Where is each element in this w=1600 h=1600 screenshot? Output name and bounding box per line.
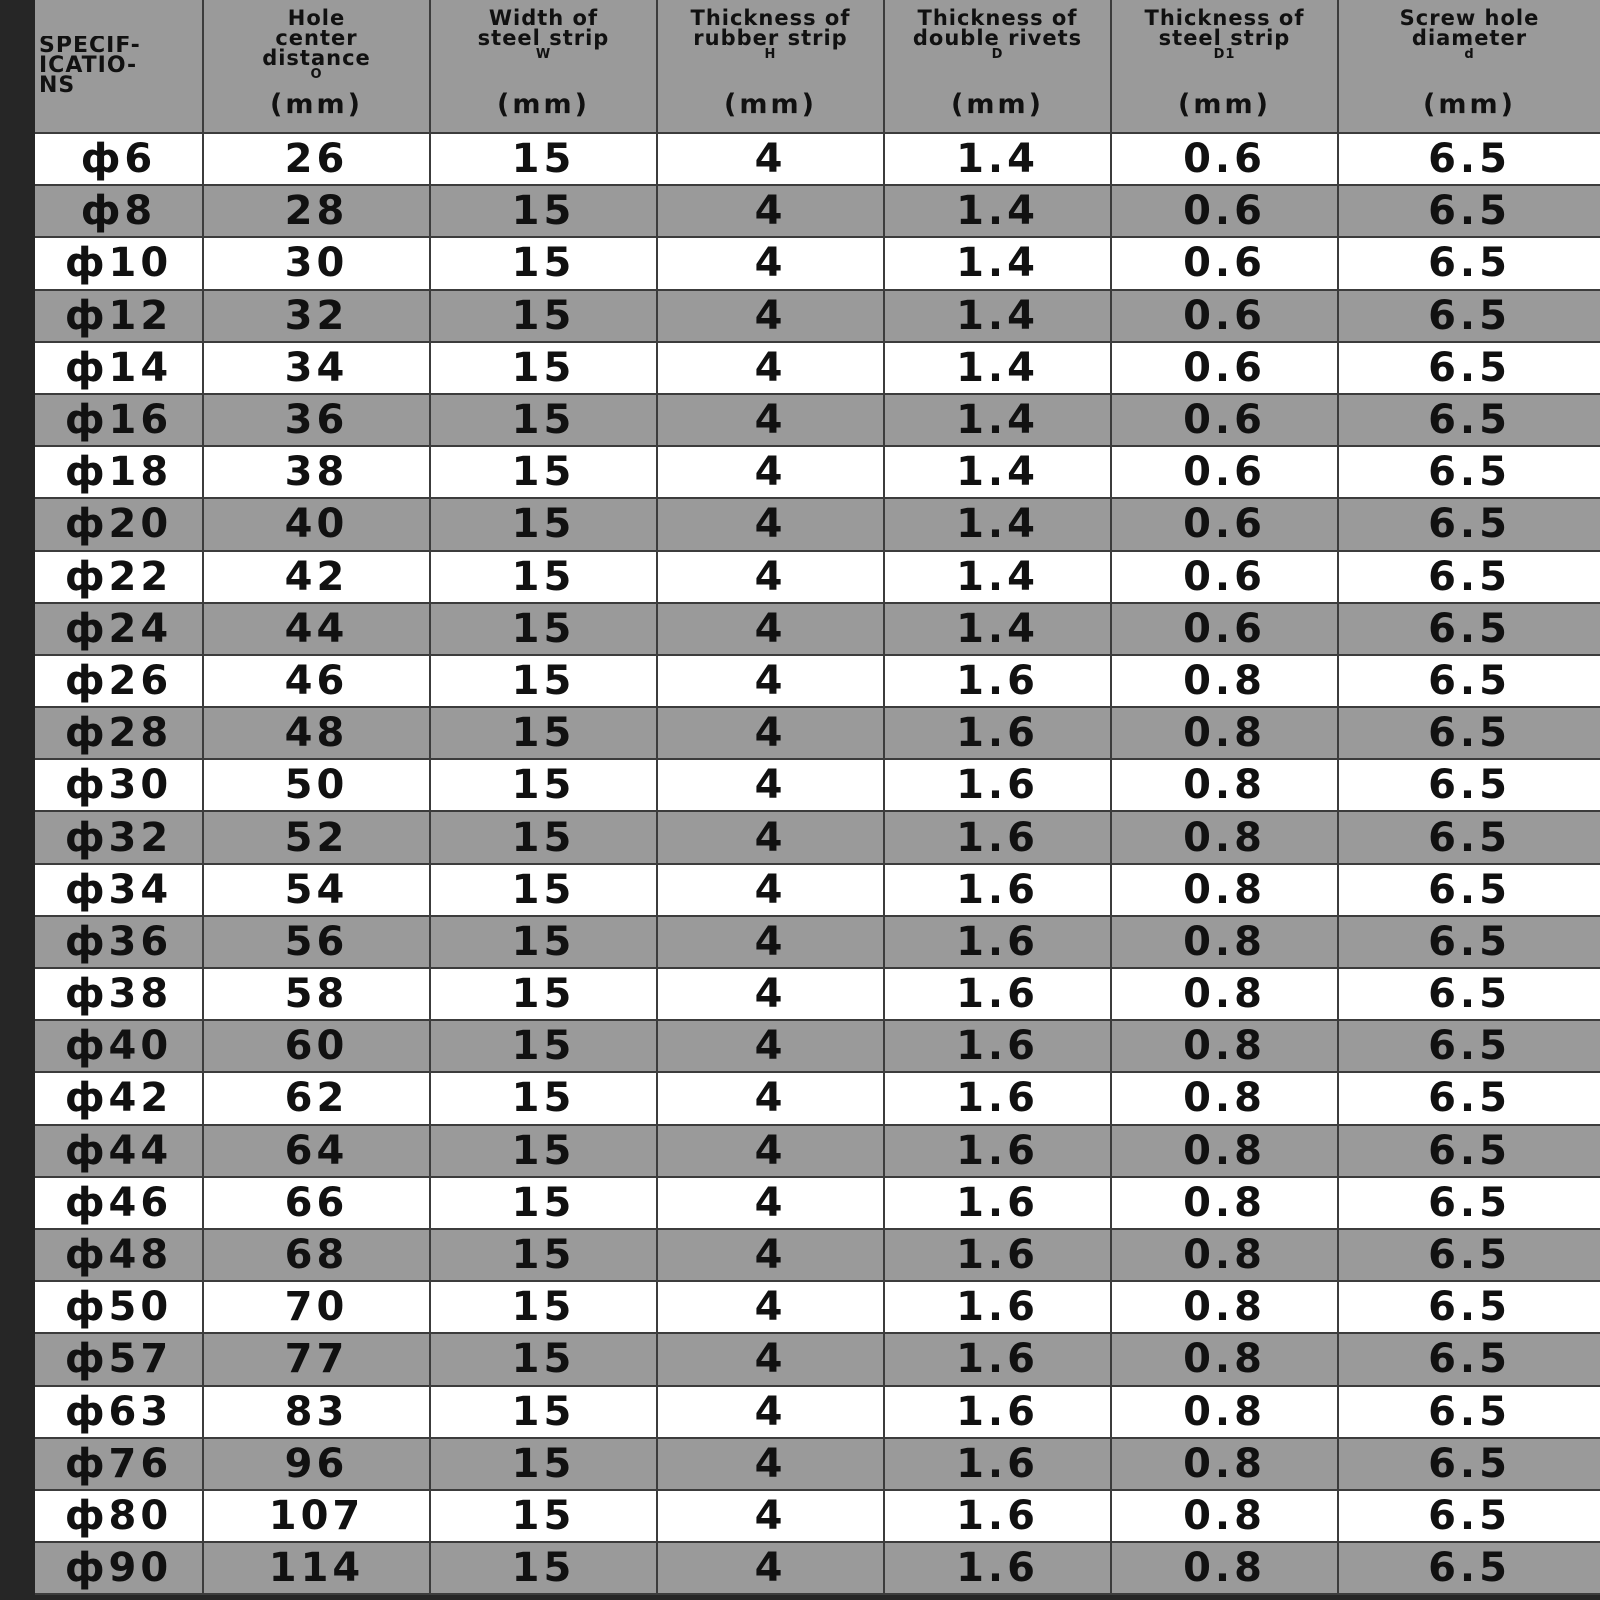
column-header-screw-hole-diameter	[1338, 0, 1600, 133]
hole-center-distance-cell: 28	[203, 185, 430, 237]
double-rivets-thickness-cell: 1.6	[884, 1333, 1111, 1385]
rubber-strip-thickness-cell: 4	[657, 1542, 884, 1594]
spec-cell: ф16	[35, 394, 203, 446]
rubber-strip-thickness-cell: 4	[657, 290, 884, 342]
double-rivets-thickness-cell: 1.4	[884, 498, 1111, 550]
header-symbol: D	[991, 47, 1004, 62]
screw-hole-diameter-cell: 6.5	[1338, 916, 1600, 968]
table-row	[35, 394, 1600, 446]
specification-table	[35, 0, 1600, 1595]
rubber-strip-thickness-cell: 4	[657, 1125, 884, 1177]
rubber-strip-thickness-cell: 4	[657, 1072, 884, 1124]
screw-hole-diameter-cell: 6.5	[1338, 811, 1600, 863]
rubber-strip-thickness-cell: 4	[657, 655, 884, 707]
steel-strip-thickness-cell: 0.8	[1111, 1177, 1338, 1229]
header-unit: (mm)	[497, 89, 590, 120]
table-row	[35, 655, 1600, 707]
table-row	[35, 1386, 1600, 1438]
steel-strip-thickness-cell: 0.6	[1111, 342, 1338, 394]
rubber-strip-thickness-cell: 4	[657, 1020, 884, 1072]
header-unit: (mm)	[270, 89, 363, 120]
double-rivets-thickness-cell: 1.6	[884, 1229, 1111, 1281]
table-row	[35, 968, 1600, 1020]
steel-strip-width-cell: 15	[430, 1020, 657, 1072]
steel-strip-thickness-cell: 0.6	[1111, 498, 1338, 550]
steel-strip-thickness-cell: 0.6	[1111, 551, 1338, 603]
table-row	[35, 1020, 1600, 1072]
steel-strip-width-cell: 15	[430, 446, 657, 498]
screw-hole-diameter-cell: 6.5	[1338, 707, 1600, 759]
spec-cell: ф42	[35, 1072, 203, 1124]
spec-cell: ф44	[35, 1125, 203, 1177]
hole-center-distance-cell: 70	[203, 1281, 430, 1333]
hole-center-distance-cell: 114	[203, 1542, 430, 1594]
steel-strip-thickness-cell: 0.6	[1111, 394, 1338, 446]
screw-hole-diameter-cell: 6.5	[1338, 759, 1600, 811]
rubber-strip-thickness-cell: 4	[657, 1386, 884, 1438]
steel-strip-thickness-cell: 0.6	[1111, 133, 1338, 185]
steel-strip-width-cell: 15	[430, 237, 657, 289]
table-row	[35, 1177, 1600, 1229]
steel-strip-width-cell: 15	[430, 498, 657, 550]
steel-strip-thickness-cell: 0.8	[1111, 1020, 1338, 1072]
spec-cell: ф48	[35, 1229, 203, 1281]
steel-strip-thickness-cell: 0.8	[1111, 1072, 1338, 1124]
double-rivets-thickness-cell: 1.4	[884, 446, 1111, 498]
spec-cell: ф6	[35, 133, 203, 185]
header-symbol: W	[535, 47, 552, 62]
header-unit: (mm)	[1423, 89, 1516, 120]
screw-hole-diameter-cell: 6.5	[1338, 394, 1600, 446]
screw-hole-diameter-cell: 6.5	[1338, 1072, 1600, 1124]
hole-center-distance-cell: 60	[203, 1020, 430, 1072]
screw-hole-diameter-cell: 6.5	[1338, 1333, 1600, 1385]
rubber-strip-thickness-cell: 4	[657, 759, 884, 811]
steel-strip-width-cell: 15	[430, 603, 657, 655]
hole-center-distance-cell: 56	[203, 916, 430, 968]
double-rivets-thickness-cell: 1.6	[884, 1386, 1111, 1438]
steel-strip-width-cell: 15	[430, 133, 657, 185]
spec-cell: ф50	[35, 1281, 203, 1333]
screw-hole-diameter-cell: 6.5	[1338, 185, 1600, 237]
spec-cell: ф46	[35, 1177, 203, 1229]
table-row	[35, 707, 1600, 759]
steel-strip-thickness-cell: 0.6	[1111, 185, 1338, 237]
rubber-strip-thickness-cell: 4	[657, 1490, 884, 1542]
double-rivets-thickness-cell: 1.4	[884, 394, 1111, 446]
spec-cell: ф80	[35, 1490, 203, 1542]
table-row	[35, 342, 1600, 394]
hole-center-distance-cell: 66	[203, 1177, 430, 1229]
screw-hole-diameter-cell: 6.5	[1338, 498, 1600, 550]
steel-strip-width-cell: 15	[430, 1490, 657, 1542]
spec-cell: ф22	[35, 551, 203, 603]
rubber-strip-thickness-cell: 4	[657, 446, 884, 498]
steel-strip-thickness-cell: 0.6	[1111, 290, 1338, 342]
rubber-strip-thickness-cell: 4	[657, 185, 884, 237]
column-header-rubber-strip-thickness	[657, 0, 884, 133]
hole-center-distance-cell: 77	[203, 1333, 430, 1385]
steel-strip-thickness-cell: 0.8	[1111, 1281, 1338, 1333]
rubber-strip-thickness-cell: 4	[657, 707, 884, 759]
double-rivets-thickness-cell: 1.4	[884, 185, 1111, 237]
spec-cell: ф26	[35, 655, 203, 707]
hole-center-distance-cell: 46	[203, 655, 430, 707]
double-rivets-thickness-cell: 1.6	[884, 655, 1111, 707]
double-rivets-thickness-cell: 1.4	[884, 237, 1111, 289]
steel-strip-thickness-cell: 0.8	[1111, 968, 1338, 1020]
header-symbol: d	[1464, 47, 1475, 62]
rubber-strip-thickness-cell: 4	[657, 498, 884, 550]
spec-cell: ф57	[35, 1333, 203, 1385]
hole-center-distance-cell: 96	[203, 1438, 430, 1490]
spec-cell: ф8	[35, 185, 203, 237]
column-header-steel-strip-width	[430, 0, 657, 133]
header-row	[35, 0, 1600, 133]
steel-strip-width-cell: 15	[430, 342, 657, 394]
screw-hole-diameter-cell: 6.5	[1338, 655, 1600, 707]
steel-strip-width-cell: 15	[430, 394, 657, 446]
steel-strip-thickness-cell: 0.8	[1111, 811, 1338, 863]
table-row	[35, 1542, 1600, 1594]
steel-strip-width-cell: 15	[430, 916, 657, 968]
table-row	[35, 237, 1600, 289]
table-row	[35, 916, 1600, 968]
steel-strip-width-cell: 15	[430, 1125, 657, 1177]
screw-hole-diameter-cell: 6.5	[1338, 1020, 1600, 1072]
screw-hole-diameter-cell: 6.5	[1338, 237, 1600, 289]
steel-strip-width-cell: 15	[430, 1072, 657, 1124]
spec-cell: ф40	[35, 1020, 203, 1072]
table-row	[35, 551, 1600, 603]
steel-strip-width-cell: 15	[430, 1386, 657, 1438]
table-row	[35, 1333, 1600, 1385]
hole-center-distance-cell: 40	[203, 498, 430, 550]
spec-cell: ф10	[35, 237, 203, 289]
spec-cell: ф32	[35, 811, 203, 863]
double-rivets-thickness-cell: 1.4	[884, 133, 1111, 185]
hole-center-distance-cell: 44	[203, 603, 430, 655]
spec-cell: ф24	[35, 603, 203, 655]
screw-hole-diameter-cell: 6.5	[1338, 1490, 1600, 1542]
steel-strip-thickness-cell: 0.8	[1111, 1229, 1338, 1281]
rubber-strip-thickness-cell: 4	[657, 916, 884, 968]
hole-center-distance-cell: 38	[203, 446, 430, 498]
screw-hole-diameter-cell: 6.5	[1338, 1177, 1600, 1229]
header-symbol: D1	[1213, 47, 1236, 62]
screw-hole-diameter-cell: 6.5	[1338, 551, 1600, 603]
header-label: Width of steel strip W	[431, 0, 656, 90]
hole-center-distance-cell: 30	[203, 237, 430, 289]
hole-center-distance-cell: 36	[203, 394, 430, 446]
hole-center-distance-cell: 48	[203, 707, 430, 759]
double-rivets-thickness-cell: 1.4	[884, 551, 1111, 603]
screw-hole-diameter-cell: 6.5	[1338, 1281, 1600, 1333]
spec-cell: ф63	[35, 1386, 203, 1438]
rubber-strip-thickness-cell: 4	[657, 1438, 884, 1490]
hole-center-distance-cell: 68	[203, 1229, 430, 1281]
steel-strip-thickness-cell: 0.8	[1111, 916, 1338, 968]
steel-strip-width-cell: 15	[430, 1542, 657, 1594]
double-rivets-thickness-cell: 1.6	[884, 1490, 1111, 1542]
table-row	[35, 864, 1600, 916]
steel-strip-thickness-cell: 0.8	[1111, 655, 1338, 707]
rubber-strip-thickness-cell: 4	[657, 394, 884, 446]
hole-center-distance-cell: 83	[203, 1386, 430, 1438]
steel-strip-width-cell: 15	[430, 707, 657, 759]
double-rivets-thickness-cell: 1.6	[884, 1020, 1111, 1072]
steel-strip-width-cell: 15	[430, 968, 657, 1020]
header-label: Hole center distance O	[204, 0, 429, 90]
spec-cell: ф34	[35, 864, 203, 916]
header-unit: (mm)	[951, 89, 1044, 120]
rubber-strip-thickness-cell: 4	[657, 1229, 884, 1281]
table-row	[35, 133, 1600, 185]
screw-hole-diameter-cell: 6.5	[1338, 1438, 1600, 1490]
steel-strip-width-cell: 15	[430, 290, 657, 342]
column-header-hole-center-distance	[203, 0, 430, 133]
screw-hole-diameter-cell: 6.5	[1338, 864, 1600, 916]
table-row	[35, 446, 1600, 498]
hole-center-distance-cell: 26	[203, 133, 430, 185]
spec-cell: ф38	[35, 968, 203, 1020]
header-symbol: O	[310, 67, 323, 82]
steel-strip-thickness-cell: 0.8	[1111, 1333, 1338, 1385]
steel-strip-thickness-cell: 0.8	[1111, 864, 1338, 916]
double-rivets-thickness-cell: 1.6	[884, 916, 1111, 968]
hole-center-distance-cell: 34	[203, 342, 430, 394]
table-row	[35, 1438, 1600, 1490]
screw-hole-diameter-cell: 6.5	[1338, 1386, 1600, 1438]
double-rivets-thickness-cell: 1.4	[884, 603, 1111, 655]
spec-cell: ф90	[35, 1542, 203, 1594]
rubber-strip-thickness-cell: 4	[657, 342, 884, 394]
spec-cell: ф36	[35, 916, 203, 968]
double-rivets-thickness-cell: 1.4	[884, 342, 1111, 394]
double-rivets-thickness-cell: 1.4	[884, 290, 1111, 342]
rubber-strip-thickness-cell: 4	[657, 1281, 884, 1333]
double-rivets-thickness-cell: 1.6	[884, 1125, 1111, 1177]
table-row	[35, 1490, 1600, 1542]
steel-strip-thickness-cell: 0.8	[1111, 1438, 1338, 1490]
double-rivets-thickness-cell: 1.6	[884, 759, 1111, 811]
spec-cell: ф28	[35, 707, 203, 759]
table-row	[35, 1125, 1600, 1177]
hole-center-distance-cell: 64	[203, 1125, 430, 1177]
steel-strip-thickness-cell: 0.6	[1111, 446, 1338, 498]
rubber-strip-thickness-cell: 4	[657, 603, 884, 655]
header-label: Thickness of rubber strip H	[658, 0, 883, 90]
table-row	[35, 759, 1600, 811]
steel-strip-thickness-cell: 0.8	[1111, 1386, 1338, 1438]
steel-strip-thickness-cell: 0.8	[1111, 1542, 1338, 1594]
steel-strip-width-cell: 15	[430, 1333, 657, 1385]
rubber-strip-thickness-cell: 4	[657, 1333, 884, 1385]
hole-center-distance-cell: 107	[203, 1490, 430, 1542]
table-row	[35, 185, 1600, 237]
steel-strip-thickness-cell: 0.8	[1111, 1125, 1338, 1177]
screw-hole-diameter-cell: 6.5	[1338, 968, 1600, 1020]
spec-cell: ф14	[35, 342, 203, 394]
hole-center-distance-cell: 50	[203, 759, 430, 811]
screw-hole-diameter-cell: 6.5	[1338, 446, 1600, 498]
double-rivets-thickness-cell: 1.6	[884, 707, 1111, 759]
spec-cell: ф20	[35, 498, 203, 550]
steel-strip-width-cell: 15	[430, 864, 657, 916]
rubber-strip-thickness-cell: 4	[657, 968, 884, 1020]
screw-hole-diameter-cell: 6.5	[1338, 290, 1600, 342]
double-rivets-thickness-cell: 1.6	[884, 1438, 1111, 1490]
screw-hole-diameter-cell: 6.5	[1338, 342, 1600, 394]
spec-cell: ф18	[35, 446, 203, 498]
steel-strip-width-cell: 15	[430, 185, 657, 237]
screw-hole-diameter-cell: 6.5	[1338, 603, 1600, 655]
column-header-steel-strip-thickness	[1111, 0, 1338, 133]
steel-strip-width-cell: 15	[430, 1229, 657, 1281]
table-row	[35, 290, 1600, 342]
hole-center-distance-cell: 52	[203, 811, 430, 863]
hole-center-distance-cell: 62	[203, 1072, 430, 1124]
steel-strip-width-cell: 15	[430, 1177, 657, 1229]
screw-hole-diameter-cell: 6.5	[1338, 1125, 1600, 1177]
rubber-strip-thickness-cell: 4	[657, 864, 884, 916]
steel-strip-thickness-cell: 0.6	[1111, 237, 1338, 289]
double-rivets-thickness-cell: 1.6	[884, 1542, 1111, 1594]
header-label: Screw hole diameter d	[1339, 0, 1600, 90]
spec-cell: ф30	[35, 759, 203, 811]
header-label: SPECIF- ICATIO- NS	[39, 36, 141, 96]
screw-hole-diameter-cell: 6.5	[1338, 1229, 1600, 1281]
screw-hole-diameter-cell: 6.5	[1338, 1542, 1600, 1594]
spec-cell: ф12	[35, 290, 203, 342]
header-unit: (mm)	[724, 89, 817, 120]
steel-strip-thickness-cell: 0.6	[1111, 603, 1338, 655]
steel-strip-width-cell: 15	[430, 1281, 657, 1333]
steel-strip-thickness-cell: 0.8	[1111, 759, 1338, 811]
steel-strip-thickness-cell: 0.8	[1111, 1490, 1338, 1542]
column-header-double-rivets-thickness	[884, 0, 1111, 133]
column-header-specifications	[35, 0, 203, 133]
rubber-strip-thickness-cell: 4	[657, 811, 884, 863]
hole-center-distance-cell: 58	[203, 968, 430, 1020]
spec-cell: ф76	[35, 1438, 203, 1490]
steel-strip-width-cell: 15	[430, 551, 657, 603]
rubber-strip-thickness-cell: 4	[657, 237, 884, 289]
header-symbol: H	[764, 47, 777, 62]
steel-strip-width-cell: 15	[430, 1438, 657, 1490]
table-body	[35, 133, 1600, 1594]
hole-center-distance-cell: 42	[203, 551, 430, 603]
double-rivets-thickness-cell: 1.6	[884, 864, 1111, 916]
table-row	[35, 498, 1600, 550]
header-unit: (mm)	[1178, 89, 1271, 120]
hole-center-distance-cell: 32	[203, 290, 430, 342]
table-row	[35, 1229, 1600, 1281]
hole-center-distance-cell: 54	[203, 864, 430, 916]
rubber-strip-thickness-cell: 4	[657, 551, 884, 603]
double-rivets-thickness-cell: 1.6	[884, 968, 1111, 1020]
header-label: Thickness of double rivets D	[885, 0, 1110, 90]
rubber-strip-thickness-cell: 4	[657, 133, 884, 185]
header-label: Thickness of steel strip D1	[1112, 0, 1337, 90]
double-rivets-thickness-cell: 1.6	[884, 1177, 1111, 1229]
table-row	[35, 1072, 1600, 1124]
steel-strip-width-cell: 15	[430, 655, 657, 707]
rubber-strip-thickness-cell: 4	[657, 1177, 884, 1229]
table-row	[35, 1281, 1600, 1333]
screw-hole-diameter-cell: 6.5	[1338, 133, 1600, 185]
steel-strip-thickness-cell: 0.8	[1111, 707, 1338, 759]
steel-strip-width-cell: 15	[430, 811, 657, 863]
steel-strip-width-cell: 15	[430, 759, 657, 811]
double-rivets-thickness-cell: 1.6	[884, 1072, 1111, 1124]
table-row	[35, 603, 1600, 655]
double-rivets-thickness-cell: 1.6	[884, 811, 1111, 863]
double-rivets-thickness-cell: 1.6	[884, 1281, 1111, 1333]
table-row	[35, 811, 1600, 863]
